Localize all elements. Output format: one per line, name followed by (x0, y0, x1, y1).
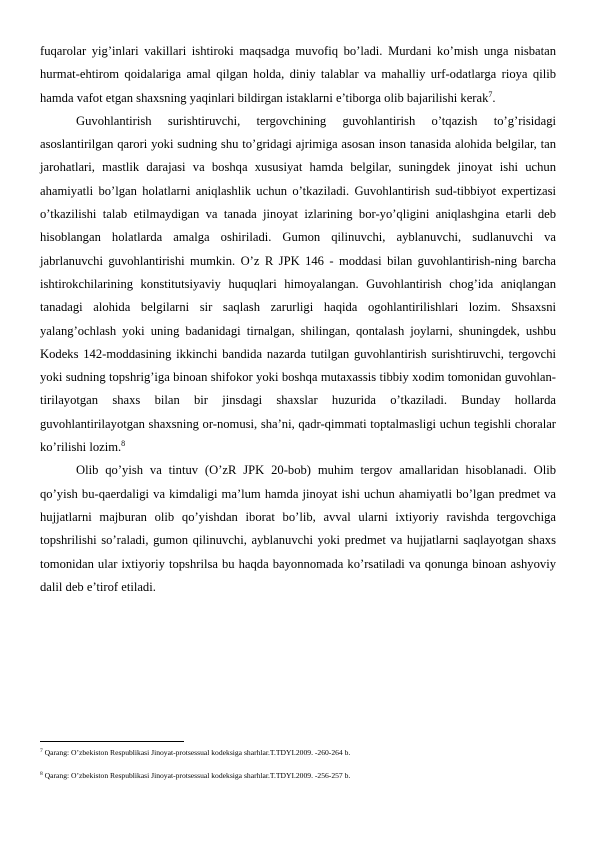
footnote-8 (40, 771, 556, 781)
footnote-text: Qarang: O’zbekiston Respublikasi Jinoyat-protsessual kodeksiga sharhlar.T.TDYI.2009. -256-257 b. (42, 771, 351, 780)
footnote-number: 7 (40, 748, 43, 754)
paragraph-2: Guvohlantirish surishtiruvchi, tergovchining guvohlantirish o’tqazish to’g’risidagi asoslantirilgan qarori yoki sudning shu to’gridagi ajrimiga asosan inson tanasida alohida belgilar, tan jarohatlari, mastlik darajasi va boshqa xususiyat hamda belgilar, suningdek jinoyat ishi uchun ahamiyatli bo’lgan holatlarni aniqlashlik uchun o’tkaziladi. Guvohlantirish sud-tibbiyot expertizasi o’tkazilishi talab etilmaydigan va tanada jinoyat izlarining bor-yo’qligini aniqlashgina etarli deb hisoblangan holatlarda amalga oshiriladi. Gumon qilinuvchi, ayblanuvchi, sudlanuvchi va jabrlanuvchi guvohlantirishi mumkin. O’z R JPK 146 - moddasi bilan guvohlantirish-ning barcha ishtirokchilarining konstitutsiyaviy huquqlari himoyalangan. Guvohlantirish chog’ida aniqlangan tanadagi alohida belgilarni sir saqlash zarurligi haqida ogohlantirilishlari lozim. Shsaxsni yalang’ochlash yoki uning badanidagi tirnalgan, shilingan, qontalash joylarni, shuningdek, ushbu Kodeks 142-moddasining ikkinchi bandida nazarda tutilgan guvohlantirish surishtiruvchi, tergovchi yoki sudning topshrig’iga binoan shifokor yoki boshqa mutaxassis tibbiy xodim tomonidan guvohlan-tirilayotgan shaxs bilan bir jinsdagi shaxslar huzurida o’tkaziladi. Bunday hollarda guvohlantirilayotgan shaxsning or-nomusi, sha’ni, qadr-qimmati toptalmasligi uchun tegishli choralar ko’rilishi lozim.$^8$ (40, 113, 556, 455)
footnote-text: Qarang: O’zbekiston Respublikasi Jinoyat-protsessual kodeksiga sharhlar.T.TDYI.2009. -260-264 b. (42, 748, 351, 757)
footnote-7 (40, 748, 556, 758)
footnote-number: 8 (40, 771, 43, 777)
paragraph-1: fuqarolar yig’inlari vakillari ishtiroki maqsadga muvofiq bo’ladi. Murdani ko’mish unga nisbatan hurmat-ehtirom qoidalariga amal qilgan holda, diniy talablar va mahalliy urf-odatlarga rioya qilib hamda vafot etgan shaxsning yaqinlari bildirgan istaklarni e’tiborga olib bajarilishi kerak$^7$. (40, 44, 556, 105)
footnotes (40, 748, 556, 794)
footnote-ref-8[interactable]: 8 (121, 439, 126, 449)
paragraph-3: Olib qo’yish va tintuv (O’zR JPK 20-bob) muhim tergov amallaridan hisoblanadi. Olib qo’yish bu-qaerdaligi va kimdaligi ma’lum hamda jinoyat ishi uchun ahamiyatli bo’lgan predmet va hujjatlarni majburan olib qo’yishdan iborat bo’lib, avval ularni ixtiyoriy ravishda tergovchiga topshrilishi so’raladi, gumon qilinuvchi, ayblanuvchi yoki predmet va hujjatlarni saqlayotgan shaxs tomonidan ular ixtiyoriy topshrilsa bu haqda bayonnomada ko’rsatiladi va qonunga binoan ashyoviy dalil deb e’tirof etiladi. (40, 463, 556, 594)
body-text (40, 40, 556, 599)
footnote-separator (40, 741, 184, 742)
footnote-ref-7[interactable]: 7 (488, 89, 493, 99)
